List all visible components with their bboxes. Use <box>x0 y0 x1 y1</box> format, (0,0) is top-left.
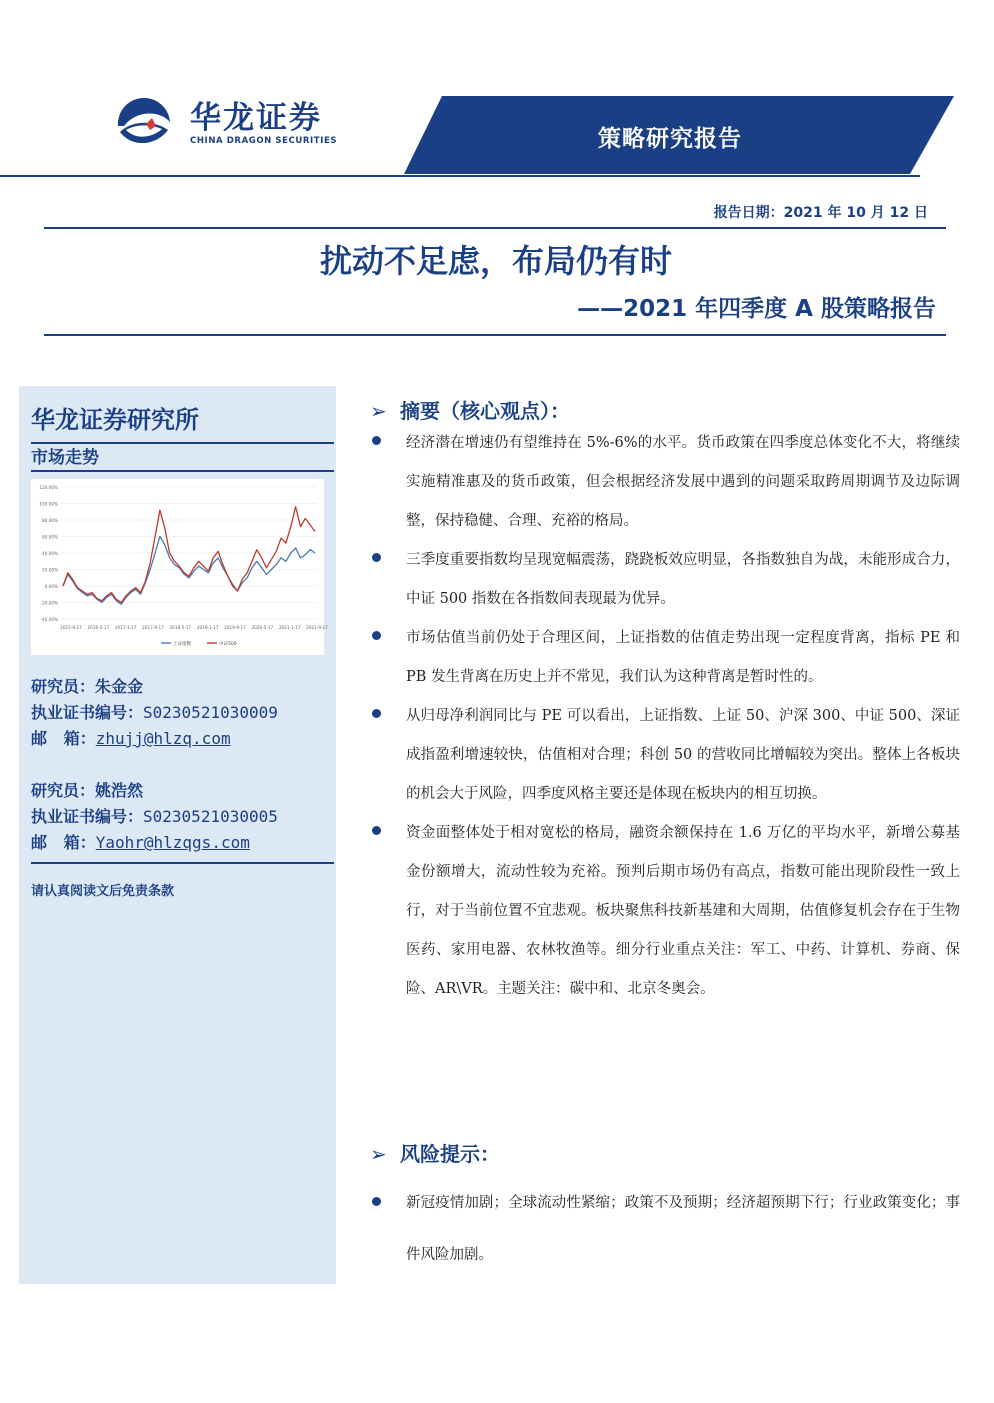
x-tick-label: 2019-1-17 <box>196 625 219 630</box>
list-item-text: 新冠疫情加剧；全球流动性紧缩；政策不及预期；经济超预期下行；行业政策变化；事件风险加剧。 <box>406 1195 960 1263</box>
x-tick-label: 2018-5-17 <box>169 625 192 630</box>
divider <box>44 227 946 229</box>
brand-block <box>190 100 337 146</box>
brand-name-en: CHINA DRAGON SECURITIES <box>190 136 338 146</box>
list-item <box>370 697 960 814</box>
divider <box>44 334 946 336</box>
email-row <box>31 830 331 856</box>
market-trend-label: 市场走势 <box>31 448 99 468</box>
researcher-name: 姚浩然 <box>95 781 144 800</box>
trend-chart-svg <box>31 479 328 655</box>
cert-number: S0230521030009 <box>143 703 278 722</box>
risk-heading <box>370 1138 500 1167</box>
arrow-icon: ➢ <box>370 399 387 423</box>
y-tick-label: 80.00% <box>42 518 58 523</box>
email-link[interactable]: Yaohr@hlzqgs.com <box>95 833 250 852</box>
x-tick-label: 2021-1-17 <box>278 625 301 630</box>
market-trend-chart <box>31 479 328 655</box>
list-item-text: 资金面整体处于相对宽松的格局，融资余额保持在 1.6 万亿的平均水平，新增公募基金份额增大，流动性较为充裕。预判后期市场仍有高点，指数可能出现阶段性一致上行，对于当前位置不宜悲观。板块聚焦科技新基建和大周期，估值修复机会存在于生物医药、家用电器、农林牧渔等。细分行业重点关注：军工、中药、计算机、券商、保险、AR\VR。主题关注：碳中和、北京冬奥会。 <box>406 825 960 997</box>
list-item <box>370 619 960 697</box>
list-item <box>370 814 960 1009</box>
researcher-name: 朱金金 <box>95 677 144 696</box>
series-line-2 <box>63 507 315 603</box>
y-tick-label: 100.00% <box>39 501 58 507</box>
list-item-text: 三季度重要指数均呈现宽幅震荡，跷跷板效应明显，各指数独自为战，未能形成合力，中证 500 指数在各指数间表现最为优异。 <box>406 552 960 607</box>
role-label: 研究员： <box>31 781 96 800</box>
email-label: 邮 箱： <box>31 833 96 852</box>
email-row <box>31 726 331 752</box>
email-label: 邮 箱： <box>31 729 96 748</box>
summary-list <box>370 424 960 1009</box>
y-tick-label: 0.00% <box>44 584 58 589</box>
sidebar-divider <box>31 862 334 864</box>
bullet-icon <box>372 826 381 835</box>
researcher-name-row <box>31 674 331 700</box>
legend-label: 中证500 <box>219 642 237 647</box>
email-link[interactable]: zhujj@hlzq.com <box>95 729 231 748</box>
y-tick-label: 40.00% <box>42 551 58 556</box>
institute-name: 华龙证券研究所 <box>31 406 199 434</box>
report-type-label: 策略研究报告 <box>598 125 742 152</box>
bullet-icon <box>372 1197 381 1206</box>
role-label: 研究员： <box>31 677 96 696</box>
risk-list <box>370 1177 960 1281</box>
x-tick-label: 2015-9-17 <box>60 625 82 630</box>
list-item <box>370 1177 960 1281</box>
y-tick-label: -40.00% <box>40 617 58 622</box>
researcher-name-row <box>31 778 331 804</box>
risk-heading-text: 风险提示： <box>400 1142 500 1166</box>
report-subtitle: ——2021 年四季度 A 股策略报告 <box>577 296 936 322</box>
x-tick-label: 2019-9-17 <box>224 625 246 630</box>
x-tick-label: 2020-5-17 <box>251 625 274 630</box>
y-tick-label: 20.00% <box>42 567 58 573</box>
list-item <box>370 424 960 541</box>
cert-row <box>31 804 331 830</box>
cert-row <box>31 700 331 726</box>
summary-heading <box>370 395 570 424</box>
y-tick-label: 120.00% <box>39 485 58 490</box>
x-tick-label: 2017-9-17 <box>142 625 164 630</box>
cert-label: 执业证书编号： <box>31 807 144 826</box>
disclaimer-note: 请认真阅读文后免责条款 <box>31 884 175 899</box>
report-date: 报告日期：2021 年 10 月 12 日 <box>713 205 928 221</box>
researcher-2 <box>31 778 331 856</box>
list-item <box>370 541 960 619</box>
x-tick-label: 2021-9-17 <box>306 625 328 630</box>
sidebar <box>19 386 336 1284</box>
report-title: 扰动不足虑，布局仍有时 <box>319 242 672 280</box>
y-tick-label: 60.00% <box>42 534 58 540</box>
cert-number: S0230521030005 <box>143 807 278 826</box>
legend-label: 上证指数 <box>173 642 191 647</box>
summary-heading-text: 摘要（核心观点）： <box>400 399 570 423</box>
x-tick-label: 2016-5-17 <box>87 625 110 630</box>
brand-name-cn: 华龙证券 <box>190 100 322 136</box>
bullet-icon <box>372 553 381 562</box>
cert-label: 执业证书编号： <box>31 703 144 722</box>
bullet-icon <box>372 631 381 640</box>
list-item-text: 市场估值当前仍处于合理区间，上证指数的估值走势出现一定程度背离，指标 PE 和 PB 发生背离在历史上并不常见，我们认为这种背离是暂时性的。 <box>406 630 960 685</box>
researcher-1 <box>31 674 331 752</box>
series-line-1 <box>63 537 315 605</box>
bullet-icon <box>372 436 381 445</box>
arrow-icon: ➢ <box>370 1142 387 1166</box>
bullet-icon <box>372 709 381 718</box>
company-logo-icon <box>112 96 192 156</box>
list-item-text: 从归母净利润同比与 PE 可以看出，上证指数、上证 50、沪深 300、中证 500、深证成指盈利增速较快，估值相对合理；科创 50 的营收同比增幅较为突出。整体上各板块的机会大于风险，四季度风格主要还是体现在板块内的相互切换。 <box>406 708 960 802</box>
x-tick-label: 2017-1-17 <box>114 625 137 630</box>
y-tick-label: -20.00% <box>40 600 58 606</box>
sidebar-divider <box>31 470 334 472</box>
list-item-text: 经济潜在增速仍有望维持在 5%-6%的水平。货币政策在四季度总体变化不大，将继续实施精准惠及的货币政策，但会根据经济发展中遇到的问题采取跨周期调节及边际调整，保持稳健、合理、充裕的格局。 <box>406 435 960 529</box>
